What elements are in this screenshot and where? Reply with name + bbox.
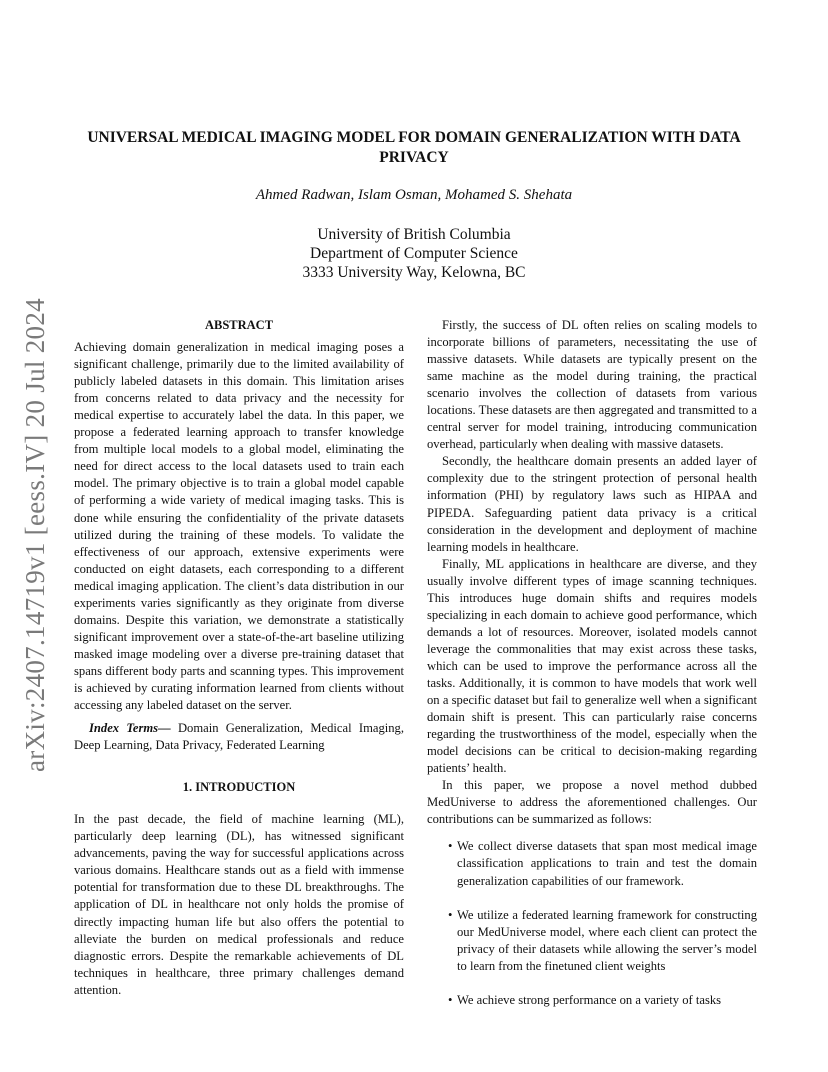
introduction-paragraph-5: In this paper, we propose a novel method dubbed MedUniverse to address the aforementioned challenges. Our contributions can be summarized as follows: <box>427 778 757 827</box>
affiliation-department: Department of Computer Science <box>310 245 518 262</box>
affiliation-university: University of British Columbia <box>317 226 511 243</box>
right-column <box>427 317 757 1026</box>
bullet-icon: • <box>448 839 453 854</box>
contributions-list <box>427 838 757 1008</box>
affiliation-block <box>60 225 768 282</box>
introduction-paragraph-4: Finally, ML applications in healthcare are diverse, and they usually involve different types of image scanning techniques. This introduces huge domain shifts and requires models specializing in each domain to achieve good performance, which demands a lot of resources. Moreover, isolated models cannot leverage the commonalities that may exist across these tasks, which can be used to improve the performance across all the tasks. Additionally, it is common to have models that work well on a specific dataset but fail to generalize well when a significant domain shift is present. This can particularly raise concerns regarding the trustworthiness of the model, especially when the model decisions can be critical to decision-making regarding patients’ health. <box>427 556 757 776</box>
paper-title: UNIVERSAL MEDICAL IMAGING MODEL FOR DOMAIN GENERALIZATION WITH DATA PRIVACY <box>87 129 741 166</box>
paper-authors: Ahmed Radwan, Islam Osman, Mohamed S. Shehata <box>255 187 573 203</box>
introduction-heading: 1. INTRODUCTION <box>182 780 296 795</box>
contribution-item <box>427 992 757 1009</box>
contribution-item <box>427 838 757 889</box>
left-column <box>74 317 404 999</box>
contribution-text: We utilize a federated learning framework for constructing our MedUniverse model, where each client can protect the privacy of their datasets while allowing the server’s model to learn from the finetuned client weights <box>457 907 757 973</box>
contribution-text: We collect diverse datasets that span most medical image classification applications to train and test the domain generalization capabilities of our framework. <box>457 839 757 888</box>
bullet-icon: • <box>448 992 453 1007</box>
introduction-paragraph-1: In the past decade, the field of machine learning (ML), particularly deep learning (DL), has witnessed significant advancements, paving the way for successful applications across various domains. Healthcare stands out as a field with immense potential for transformation due to these DL breakthroughs. The application of DL in healthcare not only holds the promise of directly impacting human life but also offers the potential to alleviate the burden on medical professionals and reduce diagnostic errors. Despite the remarkable achievements of DL techniques in healthcare, three primary challenges demand attention. <box>74 812 404 997</box>
contribution-text: We achieve strong performance on a variety of tasks <box>457 992 722 1007</box>
abstract-heading: ABSTRACT <box>204 318 274 332</box>
index-terms-label: Index Terms— <box>89 721 171 736</box>
bullet-icon: • <box>448 907 453 922</box>
introduction-paragraph-2: Firstly, the success of DL often relies on scaling models to incorporate billions of parameters, necessitating the use of massive datasets. While datasets are typically present on the same machine as the model during training, the practical scenario involves the collection of datasets from various locations. These datasets are then aggregated and transmitted to a central server for model training, introducing communication overhead, particularly when dealing with massive datasets. <box>427 318 757 452</box>
index-terms <box>74 720 404 754</box>
arxiv-identifier: arXiv:2407.14719v1 [eess.IV] 20 Jul 2024 <box>20 298 50 772</box>
introduction-paragraph-3: Secondly, the healthcare domain presents an added layer of complexity due to the stringent protection of personal health information (PHI) by regulatory laws such as HIPAA and PIPEDA. Safeguarding patient data privacy is a critical consideration in the development and deployment of machine learning models in healthcare. <box>427 454 757 554</box>
index-terms-text: Domain Generalization, Medical Imaging, Deep Learning, Data Privacy, Federated Learning <box>74 721 404 753</box>
affiliation-address: 3333 University Way, Kelowna, BC <box>302 264 526 281</box>
abstract-text: Achieving domain generalization in medical imaging poses a significant challenge, primarily due to the limited availability of publicly labeled datasets in this domain. This limitation arises from concerns related to data privacy and the necessity for medical expertise to accurately label the data. In this paper, we propose a federated learning approach to transfer knowledge from multiple local models to a global model, eliminating the need for direct access to the local datasets used to train each model. The primary objective is to train a global model capable of performing a wide variety of medical imaging tasks. This is done while ensuring the confidentiality of the private datasets utilized during the training of these models. To validate the effectiveness of our approach, extensive experiments were conducted on eight datasets, each corresponding to a different medical imaging application. The client’s data distribution in our experiments varies significantly as they originate from diverse domains. Despite this variation, we demonstrate a statistically significant improvement over a state-of-the-art baseline utilizing masked image modeling over a diverse pre-training dataset that spans different body parts and scanning types. This improvement is achieved by curating information learned from clients without accessing any labeled dataset on the server. <box>74 340 404 713</box>
contribution-item <box>427 907 757 975</box>
